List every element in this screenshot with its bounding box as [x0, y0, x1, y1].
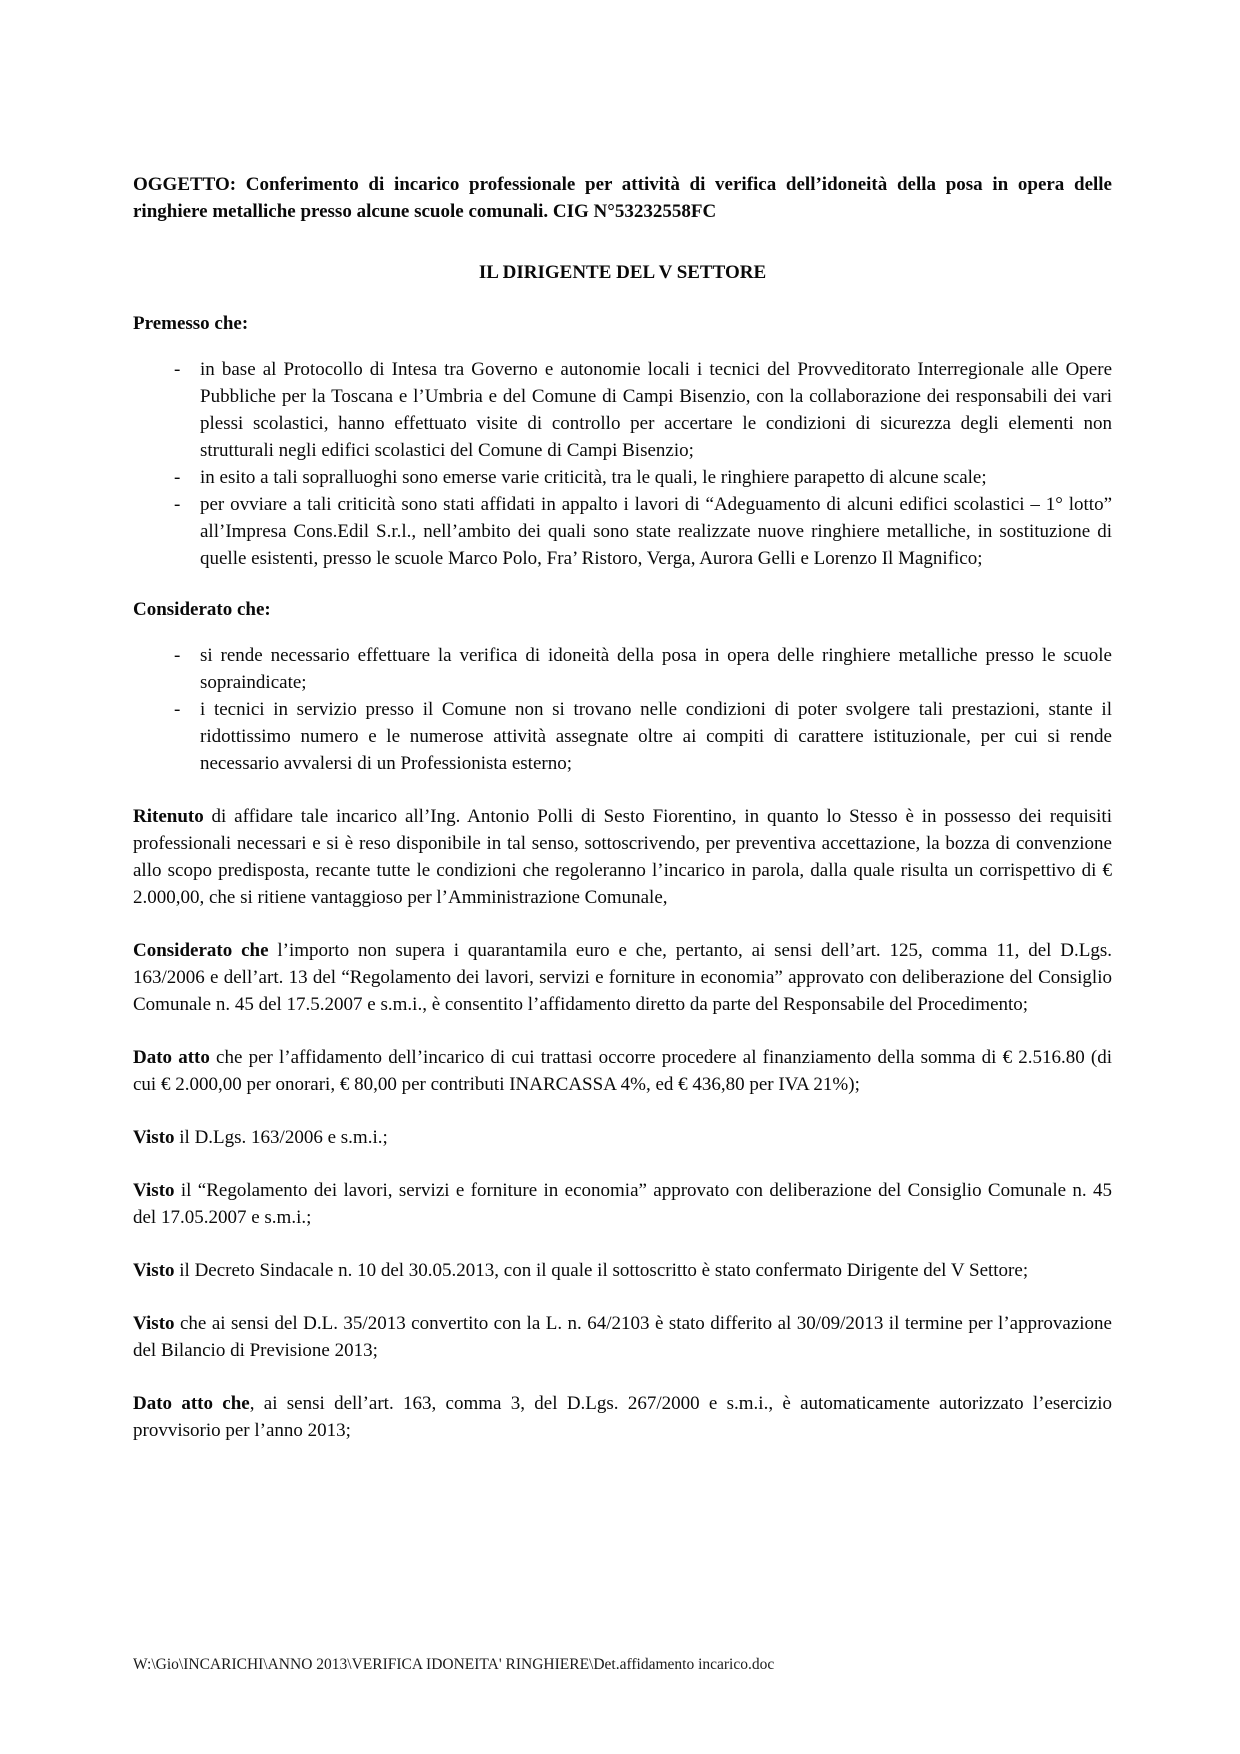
list-item — [133, 464, 1112, 491]
list-item — [133, 696, 1112, 777]
list-item-text: in esito a tali sopralluoghi sono emerse varie criticità, tra le quali, le ringhiere parapetto di alcune scale; — [200, 467, 987, 488]
considerato-section-label: Considerato che: — [133, 599, 271, 620]
dash-bullet: - — [174, 699, 181, 720]
dash-bullet: - — [174, 494, 181, 515]
list-item-text: si rende necessario effettuare la verifica di idoneità della posa in opera delle ringhiere metalliche presso le scuole sopraindicate; — [200, 645, 1112, 693]
list-item-text: in base al Protocollo di Intesa tra Governo e autonomie locali i tecnici del Provveditorato Interregionale alle Opere Pubbliche per la Toscana e l’Umbria e del Comune di Campi Bisenzio, con la collaborazione dei responsabili dei vari plessi scolastici, hanno effettuato visite di controllo per accertare le condizioni di sicurezza degli elementi non strutturali negli edifici scolastici del Comune di Campi Bisenzio; — [200, 359, 1112, 461]
document-body — [133, 152, 1112, 1463]
paragraph-rest: il Decreto Sindacale n. 10 del 30.05.2013, con il quale il sottoscritto è stato confermato Dirigente del V Settore; — [174, 1260, 1029, 1281]
paragraph-dato-atto — [133, 1044, 1112, 1098]
list-item — [133, 491, 1112, 572]
paragraph-lead: Visto — [133, 1260, 175, 1281]
paragraph-lead: Dato atto che — [133, 1393, 250, 1414]
paragraph-rest: il “Regolamento dei lavori, servizi e forniture in economia” approvato con deliberazione del Consiglio Comunale n. 45 del 17.05.2007 e s.m.i.; — [133, 1180, 1112, 1228]
main-heading: IL DIRIGENTE DEL V SETTORE — [478, 262, 767, 283]
paragraph-rest: di affidare tale incarico all’Ing. Antonio Polli di Sesto Fiorentino, in quanto lo Stesso è in possesso dei requisiti professionali necessari e si è reso disponibile in tal senso, sottoscrivendo, per preventiva accettazione, la bozza di convenzione allo scopo predisposta, recante tutte le condizioni che regoleranno l’incarico in parola, dalla quale risulta un corrispettivo di € 2.000,00, che si ritiene vantaggioso per l’Amministrazione Comunale, — [133, 806, 1112, 908]
list-item — [133, 642, 1112, 696]
premesso-section-label: Premesso che: — [133, 313, 249, 334]
paragraph-lead: Visto — [133, 1127, 175, 1148]
paragraph-visto-1 — [133, 1124, 1112, 1151]
subject-paragraph: OGGETTO: Conferimento di incarico professionale per attività di verifica dell’idoneità della posa in opera delle ringhiere metalliche presso alcune scuole comunali. CIG N°53232558FC — [133, 174, 1112, 222]
paragraph-lead: Ritenuto — [133, 806, 204, 827]
paragraph-rest: l’importo non supera i quarantamila euro e che, pertanto, ai sensi dell’art. 125, comma 11, del D.Lgs. 163/2006 e dell’art. 13 del “Regolamento dei lavori, servizi e forniture in economia” approvato con deliberazione del Consiglio Comunale n. 45 del 17.5.2007 e s.m.i., è consentito l’affidamento diretto da parte del Responsabile del Procedimento; — [133, 940, 1113, 1015]
list-item-text: i tecnici in servizio presso il Comune non si trovano nelle condizioni di poter svolgere tali prestazioni, stante il ridottissimo numero e le numerose attività assegnate oltre ai compiti di carattere istituzionale, per cui si rende necessario avvalersi di un Professionista esterno; — [200, 699, 1112, 774]
list-item-text: per ovviare a tali criticità sono stati affidati in appalto i lavori di “Adeguamento di alcuni edifici scolastici – 1° lotto” all’Impresa Cons.Edil S.r.l., nell’ambito dei quali sono state realizzate nuove ringhiere metalliche, in sostituzione di quelle esistenti, presso le scuole Marco Polo, Fra’ Ristoro, Verga, Aurora Gelli e Lorenzo Il Magnifico; — [200, 494, 1112, 569]
list-item — [133, 356, 1112, 464]
paragraph-visto-2 — [133, 1177, 1112, 1231]
dash-bullet: - — [174, 645, 181, 666]
paragraph-visto-4 — [133, 1310, 1112, 1364]
paragraph-lead: Visto — [133, 1313, 175, 1334]
paragraph-considerato-che — [133, 937, 1112, 1018]
paragraph-lead: Dato atto — [133, 1047, 210, 1068]
dash-bullet: - — [174, 359, 181, 380]
paragraph-rest: , ai sensi dell’art. 163, comma 3, del D.Lgs. 267/2000 e s.m.i., è automaticamente autorizzato l’esercizio provvisorio per l’anno 2013; — [133, 1393, 1112, 1441]
paragraph-lead: Visto — [133, 1180, 175, 1201]
considerato-bullet-list — [133, 642, 1112, 777]
paragraph-rest: che per l’affidamento dell’incarico di cui trattasi occorre procedere al finanziamento della somma di € 2.516.80 (di cui € 2.000,00 per onorari, € 80,00 per contributi INARCASSA 4%, ed € 436,80 per IVA 21%); — [133, 1047, 1113, 1095]
paragraph-visto-3 — [133, 1257, 1112, 1284]
paragraph-lead: Considerato che — [133, 940, 269, 961]
dash-bullet: - — [174, 467, 181, 488]
paragraph-ritenuto — [133, 803, 1112, 911]
paragraph-rest: il D.Lgs. 163/2006 e s.m.i.; — [174, 1127, 388, 1148]
file-path-footer: W:\Gio\INCARICHI\ANNO 2013\VERIFICA IDONEITA' RINGHIERE\Det.affidamento incarico.doc — [133, 1656, 775, 1673]
paragraph-rest: che ai sensi del D.L. 35/2013 convertito con la L. n. 64/2103 è stato differito al 30/09/2013 il termine per l’approvazione del Bilancio di Previsione 2013; — [133, 1313, 1112, 1361]
premesso-bullet-list — [133, 356, 1112, 572]
paragraph-dato-atto-che — [133, 1390, 1112, 1444]
